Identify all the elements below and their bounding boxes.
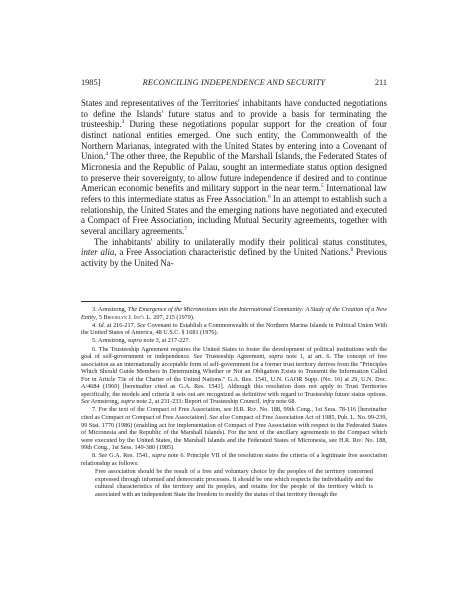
text-run: , 5 — [95, 313, 104, 321]
footnote-4 — [81, 322, 387, 337]
text-run: Trusteeship Agreement, — [202, 353, 269, 361]
text-run: , a Free Association characteristic defined by the United Nations. — [114, 247, 351, 258]
text-run: The other three, the Republic of the Marshall Islands, the Federated States of Micronesia and the Republic of Palau, sought an intermediate status option designed to preserve their sovereignty, to allow future independence if desired and to continue American economic benefits and military support in the near term. — [81, 151, 387, 194]
footnote-ref-7: 7 — [184, 225, 187, 232]
text-run: Covenant to Establish a Commonwealth of the Northern Marina Islands in Political Union With the United States of America, 48 U.S.C. § 1681 (1976). — [81, 321, 388, 337]
text-run: at 216-217. — [105, 321, 138, 329]
italic-title: The Emergence of the Micronesians into the International Community: A Study of the Creation of a New Entity — [81, 306, 387, 321]
text-run: 8. — [92, 452, 99, 460]
footnote-ref-3: 3 — [121, 119, 125, 126]
page-number: 211 — [374, 78, 387, 87]
italic-phrase: inter alia — [81, 247, 115, 258]
italic-signal: supra — [151, 452, 166, 460]
footnote-3 — [81, 306, 387, 321]
report-abbrev: H.R. Rep. — [339, 436, 364, 444]
italic-signal: supra — [127, 337, 142, 345]
text-run: note 3, at 217-227. — [141, 337, 190, 345]
text-run: Compact of Free Association Act of 1985, Pub. L. No. 99-239, 99 Stat. 1770 (1986) (enabling act for implementation of Compact of Free Association with respect to the Federated States of Micronesia and the Republic of the Marshall Islands). For the text of the ancillary agreements to the Compact which were executed by the United States, the Marshall Islands and the Federated States of Micronesia, see — [81, 414, 388, 444]
footnote-ref-5: 5 — [320, 183, 324, 190]
text-run: States and representatives of the Territories' inhabitants have conducted negotiations to define the Islands' future status and to provide a basis for terminating the trusteeship. — [81, 98, 387, 130]
text-run: During these negotiations popular support for the creation of four distinct national entities emerged. One such entity, the Commonwealth of the Northern Marianas, integrated with the United States by entering into a Covenant of Union. — [81, 119, 387, 162]
main-text — [81, 98, 387, 269]
italic-signal: See — [137, 321, 146, 329]
text-run: 5. Armstrong, — [92, 337, 128, 345]
text-run: In an attempt to establish such a relationship, the United States and the emerging nations have negotiated and executed a Compact of Free Association, including Mutual Security agreements, together with several ancillary agreements. — [81, 193, 387, 236]
text-run: note 68. — [274, 398, 297, 406]
text-run: 4. — [92, 321, 99, 329]
footnote-ref-8: 8 — [350, 247, 354, 254]
italic-signal: See also — [209, 414, 230, 422]
footnote-6 — [81, 346, 387, 406]
footnote-ref-6: 6 — [268, 193, 271, 200]
paragraph-1 — [81, 98, 387, 237]
text-run: 7. For the text of the Compact of Free Association, see — [92, 406, 234, 414]
footnote-5 — [81, 337, 387, 345]
italic-signal: See — [193, 353, 203, 361]
italic-signal: See — [98, 452, 108, 460]
journal-name: Brooklyn J. Int'l L. — [103, 313, 152, 321]
text-run: No. 188, 99th Cong., 1st Sess. 78-116 [hereinafter cited as Compact or Compact of Free Association]. — [81, 406, 387, 422]
text-run: note 2, at 231-233; Report of Trusteeship Council, — [134, 398, 263, 406]
text-run: 3. Armstrong, — [92, 306, 128, 313]
text-run: note 6. Principle VII of the resolution states the criteria of a legitimate free association relationship as follows: — [81, 452, 387, 467]
footnote-ref-4: 4 — [105, 151, 109, 158]
italic-signal: Id. — [98, 321, 106, 329]
text-run: 6. The Trusteeship Agreement requires the United States to foster the development of political institutions with the goal of self-government or independence. — [81, 345, 387, 361]
footnotes — [81, 306, 387, 498]
text-run: Armstrong, — [89, 398, 121, 406]
text-run: The inhabitants' ability to unilaterally modify their political status constitutes, — [94, 236, 387, 247]
italic-signal: supra — [120, 398, 135, 406]
footnote-8 — [81, 452, 387, 467]
text-run: Previous activity by the United Na- — [81, 247, 387, 268]
text-run: 207, 215 (1979). — [151, 313, 195, 321]
text-run: G.A. Res. 1541, — [107, 452, 152, 460]
italic-signal: supra — [268, 353, 283, 361]
italic-signal: See — [81, 398, 90, 406]
volume-year: 1985] — [81, 78, 101, 87]
paragraph-2 — [81, 237, 387, 269]
report-abbrev: H.R. Rep. — [233, 406, 258, 414]
block-quote: Free association should be the result of a free and voluntary choice by the peoples of the territory concerned expressed through informed and democratic processes. It should be one which respects the individuality and the cultural characteristics of the territory and its peoples, and retains for the people of the territory which is associated with an independent State the freedom to modify the status of that territory through the — [95, 468, 373, 498]
footnote-7 — [81, 406, 387, 451]
text-run: No. 188, 99th Cong., 1st Sess. 149-380 (1985). — [81, 436, 388, 452]
footnote-divider — [81, 301, 181, 302]
text-run: note 1, at art. 6. The concept of free association as an internationally acceptable form of self-government for a former trust territory derives from the "Principles Which Should Guide Members In Determining Whether or Not an Obligation Exists to Transmit the Information Called For in Article 73e of the Charter of the United Nations." G.A. Res. 1541, U.N. GAOR Supp. (No. 16) at 29, U.N. Doc. A/4684 (1960) [hereinafter cited as G.A. Res. 1541]. Although this resolution does not apply to Trust Territories specifically, the models and criteria it sets out are recognized as definitive with regard to Trusteeship future status options. — [81, 353, 387, 398]
running-title: RECONCILING INDEPENDENCE AND SECURITY — [142, 78, 326, 87]
italic-signal: infra — [262, 398, 275, 406]
text-run: International law refers to this intermediate status as Free Association. — [81, 183, 388, 204]
